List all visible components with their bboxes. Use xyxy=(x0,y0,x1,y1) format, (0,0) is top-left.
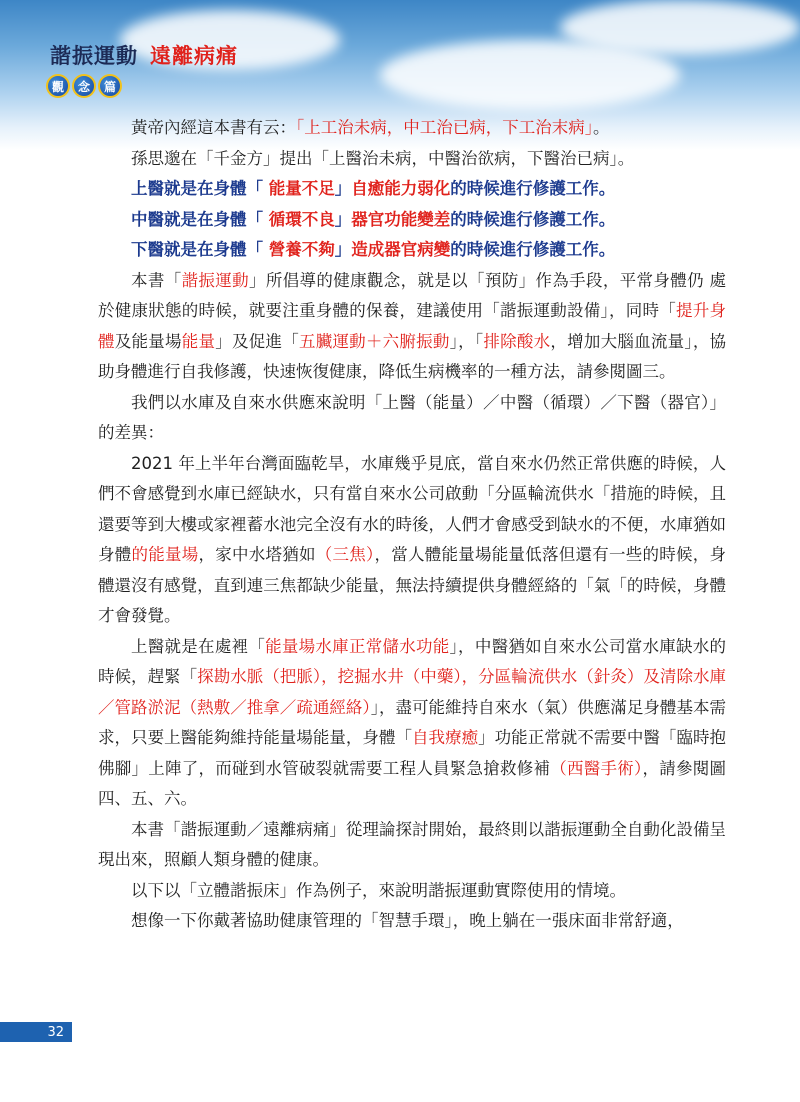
badge-2: 念 xyxy=(72,74,96,98)
paragraph-9: 上醫就是在處裡「能量場水庫正常儲水功能」，中醫猶如自來水公司當水庫缺水的時候，趕緊「探勘水脈（把脈），挖掘水井（中藥），分區輪流供水（針灸）及清除水庫／管路淤泥（熱敷／推拿／疏通經絡）」，盡可能維持自來水（氣）供應滿足身體基本需求，只要上醫能夠維持能量場能量，身體「自我療癒」功能正常就不需要中醫「臨時抱佛腳」上陣了，而碰到水管破裂就需要工程人員緊急搶救修補（西醫手術），請參閱圖四、五、六。 xyxy=(98,636,727,808)
header-title-primary: 諧振運動 xyxy=(50,43,138,68)
paragraph-1: 黃帝內經這本書有云：「上工治未病，中工治已病，下工治末病」。 xyxy=(131,118,610,137)
paragraph-6: 本書「諧振運動」所倡導的健康觀念，就是以「預防」作為手段，平常身體仍 處於健康狀態的時候，就要注重身體的保養，建議使用「諧振運動設備」，同時「提升身體及能量場能量」及促進「五臟運動＋六腑振動」，「排除酸水，增加大腦血流量」，協助身體進行自我修護，快速恢復健康，降低生病機率的一種方法，請參閱圖三。 xyxy=(98,270,727,381)
chapter-header xyxy=(50,40,238,70)
paragraph-middle-doctor: 中醫就是在身體「 循環不良」器官功能變差的時候進行修護工作。 xyxy=(131,209,616,229)
page-number: 32 xyxy=(0,1022,72,1042)
badge-3: 篇 xyxy=(98,74,122,98)
paragraph-2: 孫思邈在「千金方」提出「上醫治未病，中醫治欲病，下醫治已病」。 xyxy=(131,148,635,168)
section-badges xyxy=(46,74,122,98)
header-title-secondary: 遠離病痛 xyxy=(150,43,238,68)
paragraph-upper-doctor: 上醫就是在身體「 能量不足」自癒能力弱化的時候進行修護工作。 xyxy=(131,179,616,198)
paragraph-8: 2021 年上半年台灣面臨乾旱，水庫幾乎見底，當自來水仍然正常供應的時候，人們不會感覺到水庫已經缺水，只有當自來水公司啟動「分區輪流供水「措施的時候，且還要等到大樓或家裡蓄水池完全沒有水的時後，人們才會感受到缺水的不便，水庫猶如身體的能量場，家中水塔猶如（三焦），當人體能量場能量低落但還有一些的時候，身體還沒有感覺，直到連三焦都缺少能量，無法持續提供身體經絡的「氣「的時候，身體才會發覺。 xyxy=(98,453,726,625)
paragraph-7: 我們以水庫及自來水供應來說明「上醫（能量）／中醫（循環）／下醫（器官）」的差異： xyxy=(98,392,726,442)
paragraph-11: 以下以「立體諧振床」作為例子，來說明諧振運動實際使用的情境。 xyxy=(131,880,626,900)
paragraph-10: 本書「諧振運動／遠離病痛」從理論探討開始，最終則以諧振運動全自動化設備呈現出來，照顧人類身體的健康。 xyxy=(98,819,726,869)
paragraph-12: 想像一下你戴著協助健康管理的「智慧手環」，晚上躺在一張床面非常舒適， xyxy=(131,911,684,930)
body-text xyxy=(98,113,726,937)
paragraph-lower-doctor: 下醫就是在身體「 營養不夠」造成器官病變的時候進行修護工作。 xyxy=(131,240,616,259)
badge-1: 觀 xyxy=(46,74,70,98)
